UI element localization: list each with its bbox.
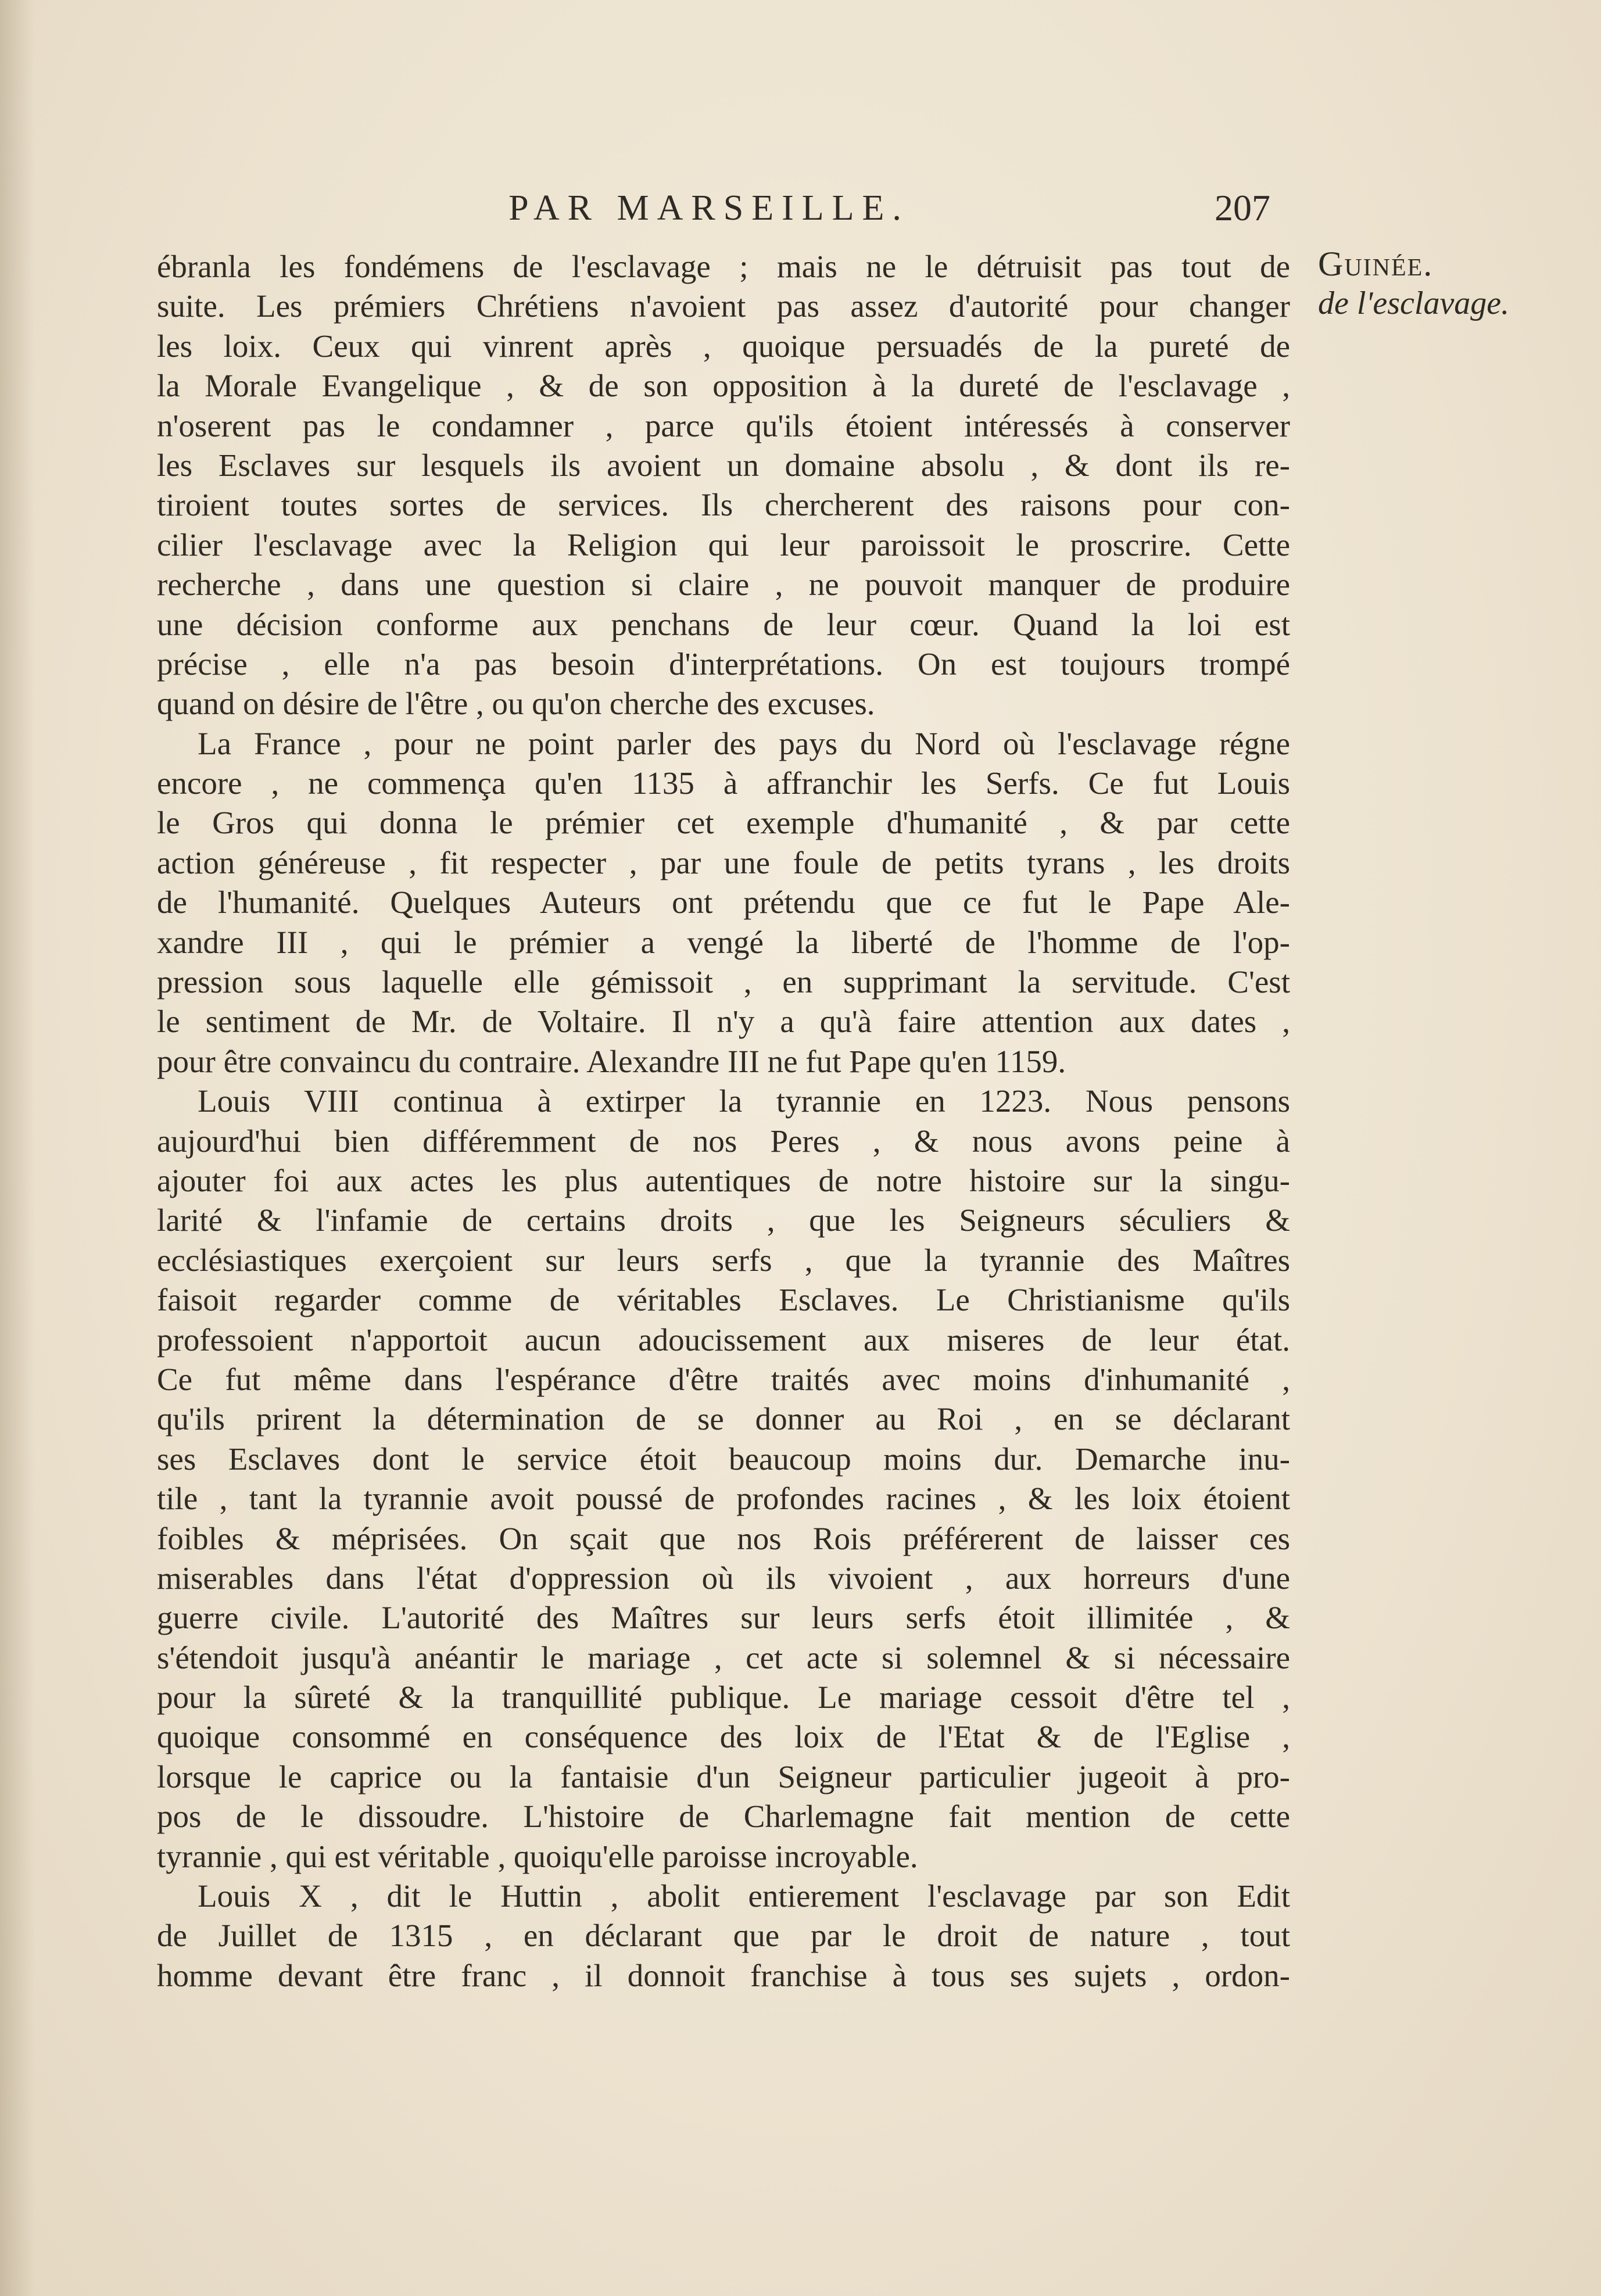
text-line: miserables dans l'état d'oppression où ils vivoient , aux horreurs d'une xyxy=(157,1560,1290,1596)
text-line: tyrannie , qui est véritable , quoiqu'elle paroisse incroyable. xyxy=(157,1838,918,1874)
text-line: pour être convaincu du contraire. Alexandre III ne fut Pape qu'en 1159. xyxy=(157,1043,1066,1079)
text-line: Ce fut même dans l'espérance d'être traités avec moins d'inhumanité , xyxy=(157,1361,1290,1397)
text-line: tile , tant la tyrannie avoit poussé de profondes racines , & les loix étoient xyxy=(157,1481,1290,1517)
text-line: le Gros qui donna le prémier cet exemple d'humanité , & par cette xyxy=(157,805,1290,841)
text-line: s'étendoit jusqu'à anéantir le mariage , cet acte si solemnel & si nécessaire xyxy=(157,1639,1290,1675)
running-title: PAR MARSEILLE. xyxy=(508,188,909,228)
text-line: aujourd'hui bien différemment de nos Peres , & nous avons peine à xyxy=(157,1123,1290,1159)
page-fold-shadow xyxy=(0,0,35,2296)
text-line: cilier l'esclavage avec la Religion qui leur paroissoit le proscrire. Cette xyxy=(157,526,1290,563)
text-line: pression sous laquelle elle gémissoit , en supprimant la servitude. C'est xyxy=(157,964,1290,1000)
text-line: suite. Les prémiers Chrétiens n'avoient pas assez d'autorité pour changer xyxy=(157,288,1290,324)
text-line: quand on désire de l'être , ou qu'on cherche des excuses. xyxy=(157,686,875,722)
text-line: encore , ne commença qu'en 1135 à affranchir les Serfs. Ce fut Louis xyxy=(157,765,1290,801)
text-line: foibles & méprisées. On sçait que nos Rois préférerent de laisser ces xyxy=(157,1520,1290,1556)
text-line: ébranla les fondémens de l'esclavage ; mais ne le détruisit pas tout de xyxy=(157,249,1290,284)
text-line: de l'humanité. Quelques Auteurs ont prétendu que ce fut le Pape Ale- xyxy=(157,884,1290,920)
text-line: recherche , dans une question si claire , ne pouvoit manquer de produire xyxy=(157,567,1290,603)
text-line: action généreuse , fit respecter , par une foule de petits tyrans , les droits xyxy=(157,844,1290,880)
text-line: ses Esclaves dont le service étoit beaucoup moins dur. Demarche inu- xyxy=(157,1441,1290,1477)
body-text xyxy=(157,247,1290,1996)
text-line: guerre civile. L'autorité des Maîtres sur leurs serfs étoit illimitée , & xyxy=(157,1600,1290,1636)
text-line: la Morale Evangelique , & de son opposition à la dureté de l'esclavage , xyxy=(157,368,1290,404)
text-line: pos de le dissoudre. L'histoire de Charlemagne fait mention de cette xyxy=(157,1799,1290,1835)
text-line: de Juillet de 1315 , en déclarant que par le droit de nature , tout xyxy=(157,1918,1290,1954)
margin-note-title: Guinée. xyxy=(1318,245,1434,283)
text-line: professoient n'apportoit aucun adoucissement aux miseres de leur état. xyxy=(157,1321,1290,1357)
text-line: lorsque le caprice ou la fantaisie d'un Seigneur particulier jugeoit à pro- xyxy=(157,1758,1290,1794)
paragraph-first-line: La France , pour ne point parler des pays du Nord où l'esclavage régne xyxy=(198,725,1290,761)
text-line: pour la sûreté & la tranquillité publique. Le mariage cessoit d'être tel , xyxy=(157,1679,1290,1715)
text-line: tiroient toutes sortes de services. Ils chercherent des raisons pour con- xyxy=(157,487,1290,523)
text-line: n'oserent pas le condamner , parce qu'ils étoient intéressés à conserver xyxy=(157,407,1290,443)
page-number: 207 xyxy=(1215,187,1270,228)
text-line: précise , elle n'a pas besoin d'interprétations. On est toujours trompé xyxy=(157,646,1290,682)
text-line: une décision conforme aux penchans de leur cœur. Quand la loi est xyxy=(157,606,1290,642)
paragraph-first-line: Louis X , dit le Huttin , abolit entierement l'esclavage par son Edit xyxy=(198,1878,1290,1914)
margin-note xyxy=(1318,244,1585,323)
paragraph-first-line: Louis VIII continua à extirper la tyrannie en 1223. Nous pensons xyxy=(198,1083,1290,1119)
text-line: ajouter foi aux actes les plus autentiques de notre histoire sur la singu- xyxy=(157,1162,1290,1198)
margin-note-subtitle: de l'esclavage. xyxy=(1318,285,1510,321)
text-line: les Esclaves sur lesquels ils avoient un domaine absolu , & dont ils re- xyxy=(157,447,1290,483)
text-line: larité & l'infamie de certains droits , que les Seigneurs séculiers & xyxy=(157,1202,1290,1238)
text-line: homme devant être franc , il donnoit franchise à tous ses sujets , ordon- xyxy=(157,1957,1290,1993)
text-line: quoique consommé en conséquence des loix de l'Etat & de l'Eglise , xyxy=(157,1719,1290,1755)
text-line: le sentiment de Mr. de Voltaire. Il n'y a qu'à faire attention aux dates , xyxy=(157,1004,1290,1040)
text-line: faisoit regarder comme de véritables Esclaves. Le Christianisme qu'ils xyxy=(157,1282,1290,1318)
text-line: qu'ils prirent la détermination de se donner au Roi , en se déclarant xyxy=(157,1401,1290,1437)
text-line: ecclésiastiques exerçoient sur leurs serfs , que la tyrannie des Maîtres xyxy=(157,1242,1290,1278)
text-line: les loix. Ceux qui vinrent après , quoique persuadés de la pureté de xyxy=(157,328,1290,364)
text-line: xandre III , qui le prémier a vengé la liberté de l'homme de l'op- xyxy=(157,924,1290,960)
